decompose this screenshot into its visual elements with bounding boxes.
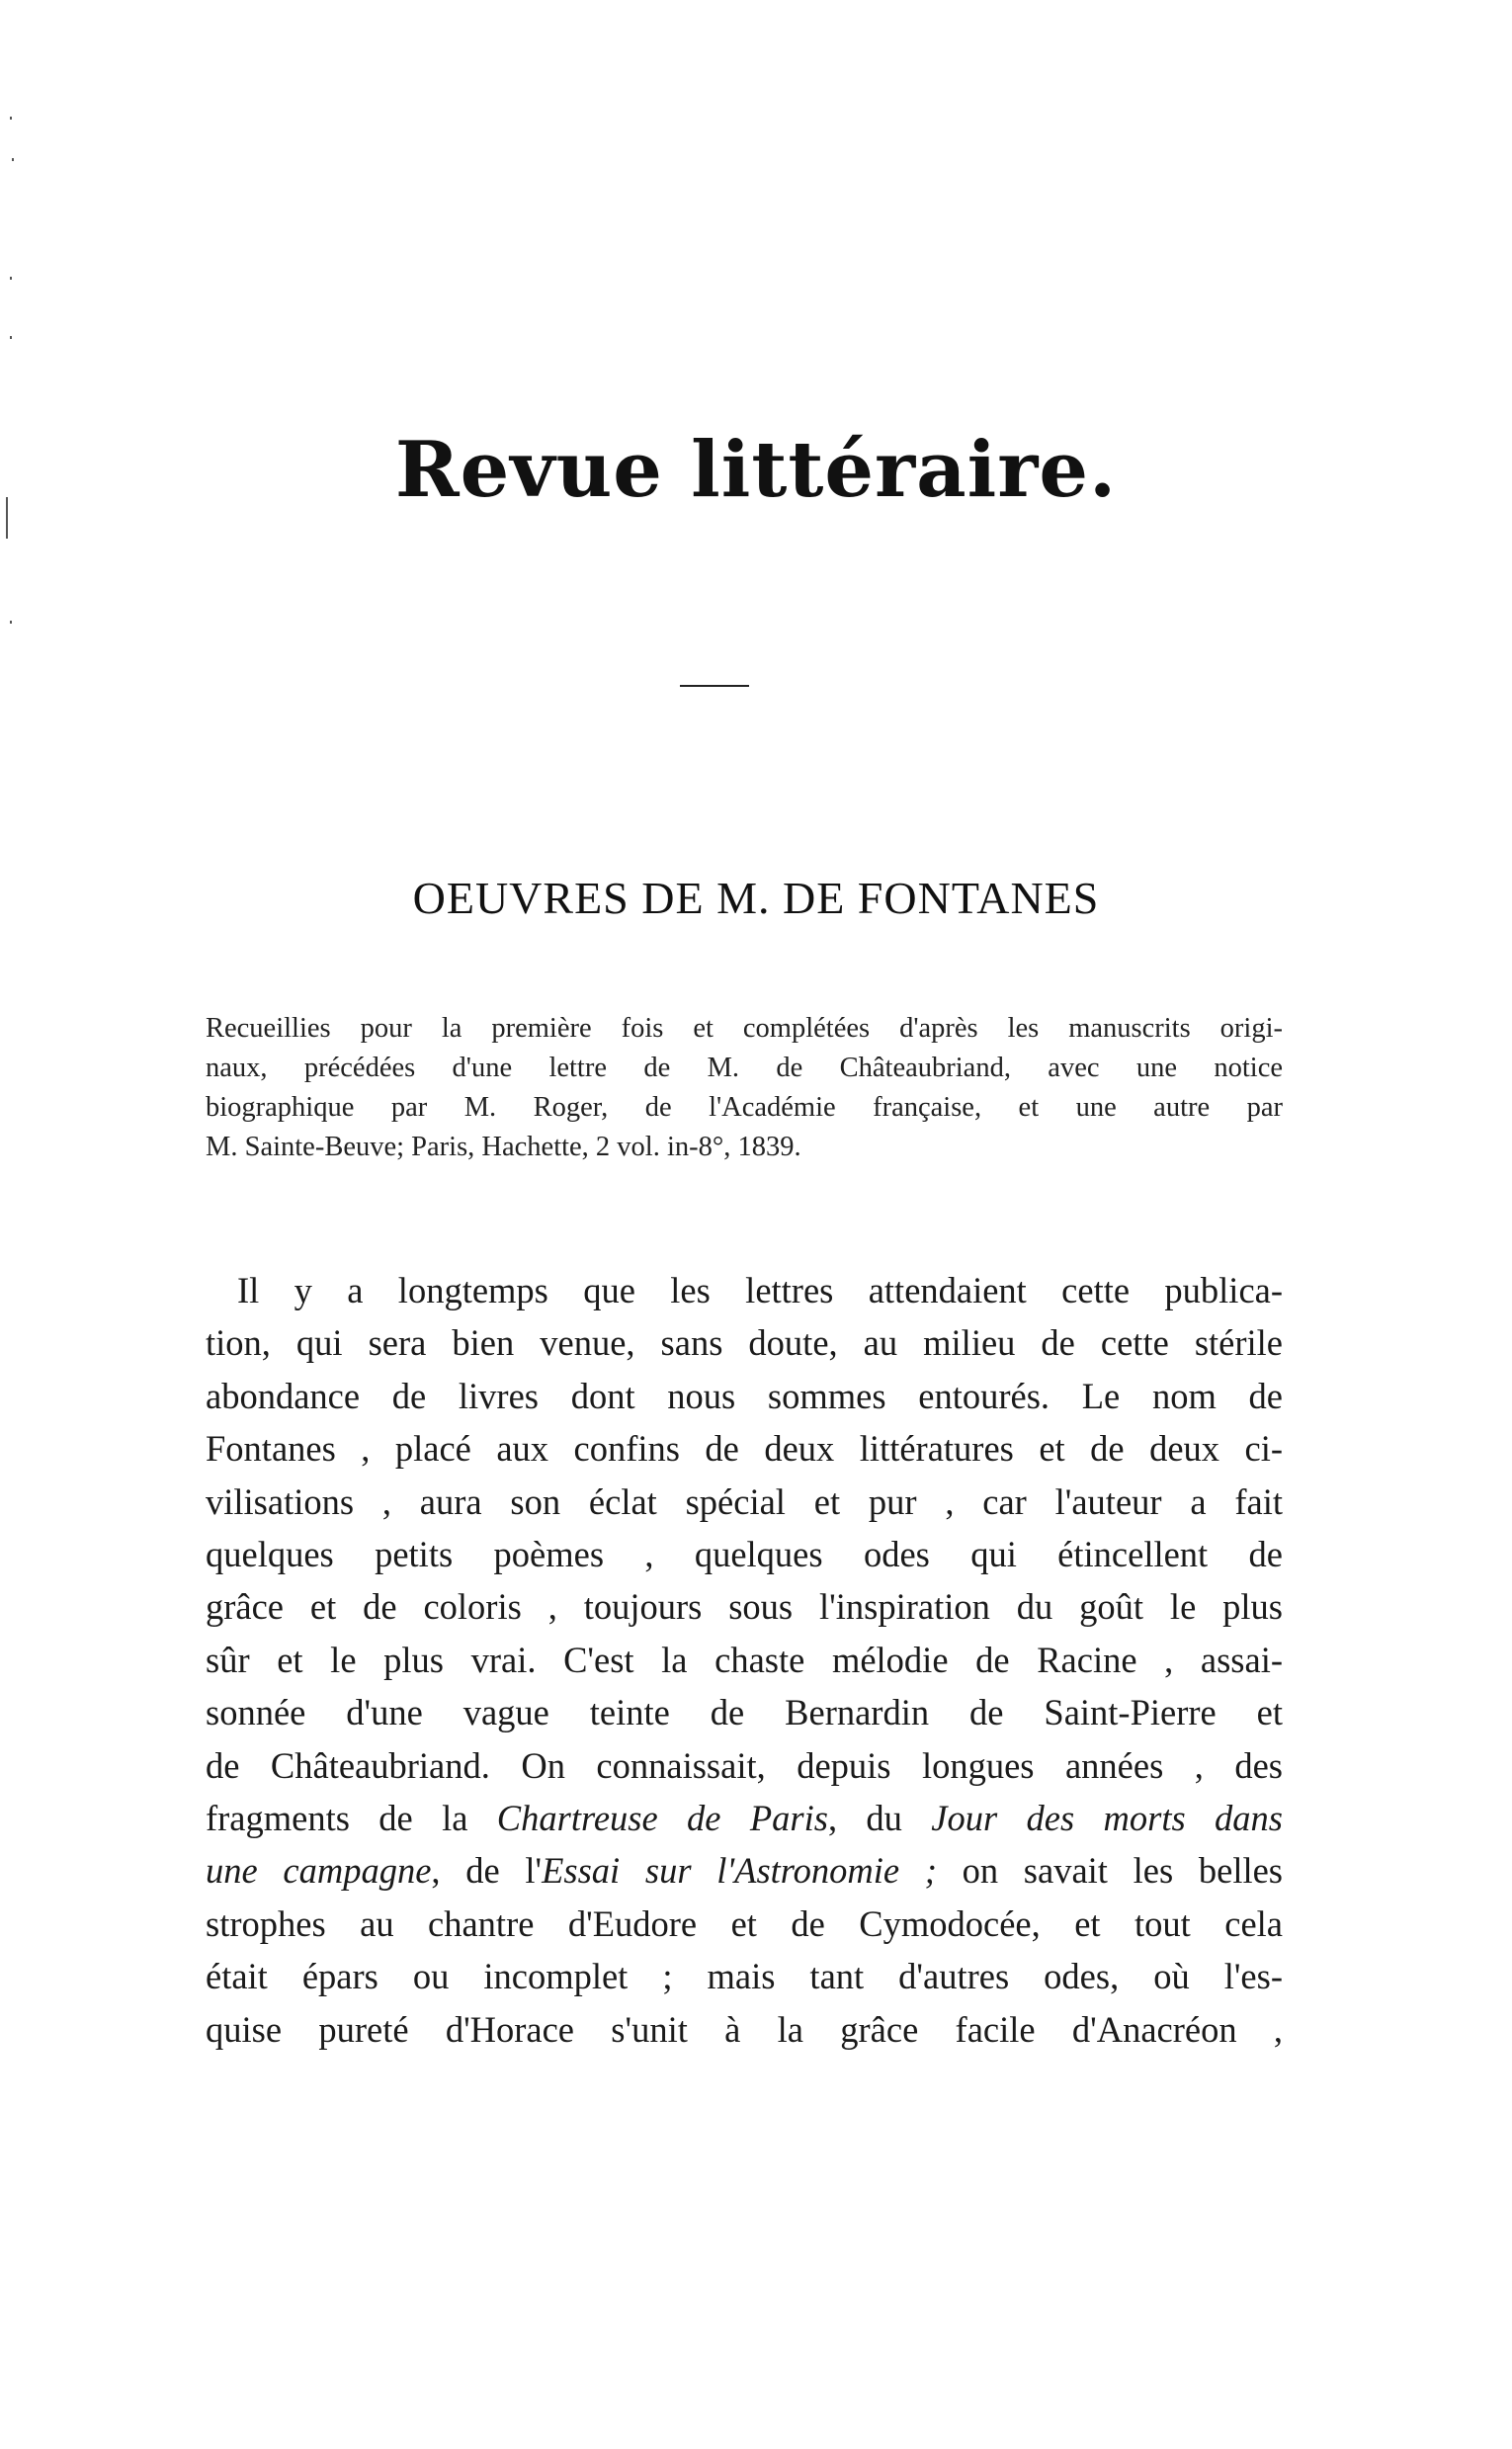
body-line <box>206 1739 1283 1792</box>
scan-mark <box>6 497 8 539</box>
body-text-run: , du <box>827 1798 932 1839</box>
body-text-run: grâce et de coloris , toujours sous l'inspiration du goût le plus <box>206 1586 1283 1628</box>
body-text-run: quelques petits poèmes , quelques odes qui étincellent de <box>206 1534 1283 1575</box>
article-title: OEUVRES DE M. DE FONTANES <box>412 873 1100 923</box>
scan-mark <box>10 336 12 339</box>
scan-mark <box>10 621 12 624</box>
body-line <box>206 1370 1283 1422</box>
body-text-run: sûr et le plus vrai. C'est la chaste mélodie de Racine , assai- <box>206 1639 1283 1680</box>
body-line <box>206 1476 1283 1528</box>
body-text-run: , de l' <box>431 1850 543 1892</box>
body-line <box>206 1528 1283 1580</box>
body-text-run: abondance de livres dont nous sommes entourés. Le nom de <box>206 1375 1283 1416</box>
body-line <box>206 1792 1283 1844</box>
title-rule <box>680 685 749 687</box>
body-line <box>206 2003 1283 2056</box>
subtitle-line: naux, précédées d'une lettre de M. de Châteaubriand, avec une notice <box>206 1053 1283 1083</box>
scan-mark <box>12 158 14 161</box>
subtitle-line: M. Sainte-Beuve; Paris, Hachette, 2 vol. in-8°, 1839. <box>206 1132 801 1162</box>
body-text-run: sonnée d'une vague teinte de Bernardin de Saint-Pierre et <box>206 1692 1283 1733</box>
body-text-run: de Châteaubriand. On connaissait, depuis longues années , des <box>206 1744 1283 1786</box>
subtitle-line: Recueillies pour la première fois et complétées d'après les manuscrits origi- <box>206 1013 1283 1044</box>
subtitle-line: biographique par M. Roger, de l'Académie française, et une autre par <box>206 1092 1283 1123</box>
body-text-run: était épars ou incomplet ; mais tant d'autres odes, où l'es- <box>206 1956 1283 1997</box>
body-line <box>206 1316 1283 1369</box>
body-line <box>206 1580 1283 1633</box>
body-text-run: Il y a longtemps que les lettres attendaient cette publica- <box>237 1270 1283 1310</box>
body-text-run: on savait les belles <box>936 1850 1284 1892</box>
body-text-run: fragments de la <box>206 1798 497 1839</box>
body-text-run: Fontanes , placé aux confins de deux littératures et de deux ci- <box>206 1428 1283 1470</box>
body-line <box>206 1634 1283 1686</box>
body-text-run: quise pureté d'Horace s'unit à la grâce facile d'Anacréon , <box>206 2008 1283 2050</box>
body-text-run: strophes au chantre d'Eudore et de Cymodocée, et tout cela <box>206 1902 1283 1944</box>
body-text-run: vilisations , aura son éclat spécial et pur , car l'auteur a fait <box>206 1480 1283 1522</box>
italic-title: Jour des morts dans <box>931 1798 1283 1839</box>
italic-title: une campagne <box>206 1850 432 1892</box>
body-line <box>206 1686 1283 1738</box>
italic-title: Essai sur l'Astronomie ; <box>542 1850 937 1892</box>
scan-mark <box>10 277 12 280</box>
body-line <box>206 1898 1283 1950</box>
section-title: Revue littéraire. <box>394 425 1118 515</box>
italic-title: Chartreuse de Paris <box>496 1798 828 1839</box>
scan-mark <box>10 117 12 120</box>
body-text-run: tion, qui sera bien venue, sans doute, au milieu de cette stérile <box>206 1322 1283 1364</box>
article-body <box>206 1264 1283 2056</box>
body-line <box>206 1950 1283 2002</box>
article-subtitle <box>206 1009 1283 1167</box>
body-line <box>206 1844 1283 1897</box>
body-line <box>206 1264 1283 1316</box>
body-line <box>206 1422 1283 1475</box>
